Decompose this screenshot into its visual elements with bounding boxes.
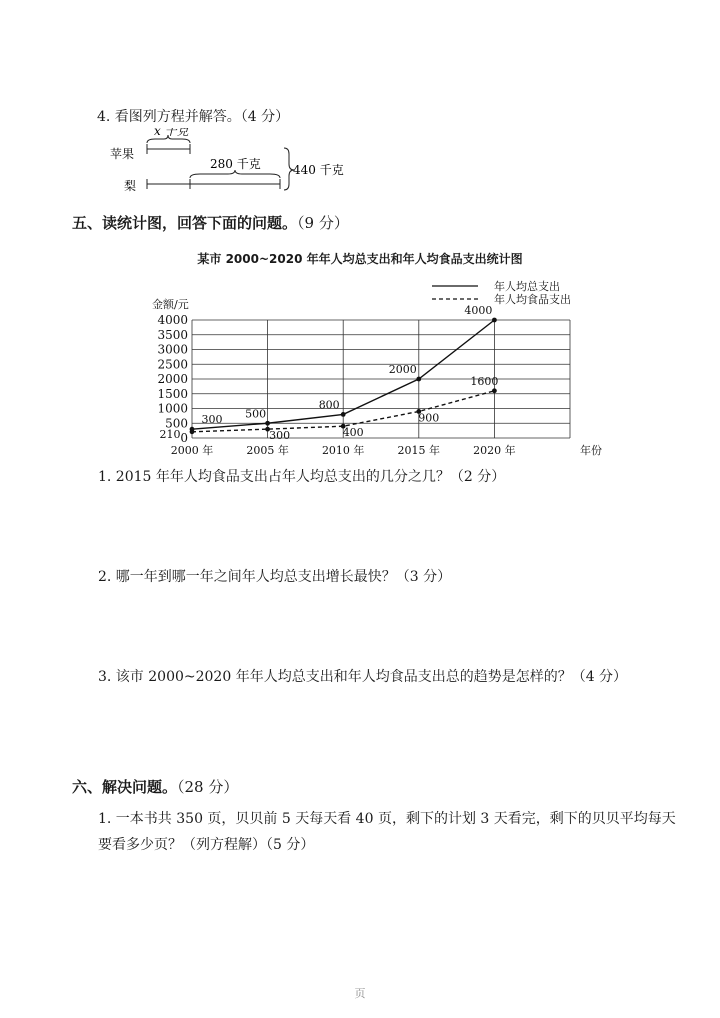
legend-label: 年人均总支出 <box>494 280 560 293</box>
x-tick-label: 2005 年 <box>246 444 289 457</box>
x-tick-label: 2010 年 <box>321 444 365 457</box>
legend-label: 年人均食品支出 <box>494 293 571 306</box>
data-label: 900 <box>418 411 440 425</box>
y-tick-label: 1500 <box>157 386 188 401</box>
line-segment-diagram <box>110 128 370 198</box>
x-kg-label: x 千克 <box>154 128 189 138</box>
x-tick-label: 2020 年 <box>473 444 516 457</box>
data-point <box>341 412 346 417</box>
section-6-heading <box>72 776 238 797</box>
line-chart <box>150 270 610 464</box>
data-label: 4000 <box>464 304 493 317</box>
y-axis-label: 金额/元 <box>152 298 189 311</box>
page-footer: 页 <box>354 987 366 1000</box>
x-tick-label: 2000 年 <box>170 444 214 457</box>
data-label: 1600 <box>470 374 499 388</box>
data-point <box>492 388 497 393</box>
total-440-label: 440 千克 <box>293 163 344 177</box>
data-point <box>190 429 195 434</box>
data-label: 400 <box>342 426 364 440</box>
y-tick-label: 0 <box>180 431 188 445</box>
question-5-3: 3. 该市 2000~2020 年年人均总支出和年人均食品支出总的趋势是怎样的？（4 分） <box>98 669 628 685</box>
y-tick-label: 4000 <box>157 313 188 327</box>
section-6-points: （28 分） <box>177 778 239 796</box>
data-label: 210 <box>159 427 181 441</box>
section-5-heading-text: 五、读统计图，回答下面的问题。 <box>72 214 298 232</box>
chart-title: 某市 2000~2020 年年人均总支出和年人均食品支出统计图 <box>197 252 523 266</box>
section-5-points: （9 分） <box>297 214 349 232</box>
y-tick-label: 3500 <box>157 327 188 342</box>
apple-label: 苹果 <box>110 147 135 161</box>
data-point <box>492 318 497 323</box>
y-tick-label: 2000 <box>157 372 188 386</box>
data-label: 2000 <box>388 363 417 376</box>
y-tick-label: 500 <box>165 416 188 431</box>
question-5-1: 1. 2015 年年人均食品支出占年人均总支出的几分之几？（2 分） <box>98 469 506 485</box>
data-label: 300 <box>269 429 291 443</box>
diff-280-label: 280 千克 <box>210 157 261 171</box>
pear-label: 梨 <box>124 179 137 193</box>
x-axis-label: 年份 <box>580 444 602 457</box>
data-label: 300 <box>201 413 223 427</box>
question-5-2: 2. 哪一年到哪一年之间年人均总支出增长最快？（3 分） <box>98 569 452 585</box>
data-label: 800 <box>318 398 340 412</box>
data-point <box>416 377 421 382</box>
y-tick-label: 1000 <box>157 401 188 416</box>
data-label: 500 <box>245 407 267 421</box>
question-4-title: 4. 看图列方程并解答。（4 分） <box>97 109 290 125</box>
data-point <box>265 421 270 426</box>
x-tick-label: 2015 年 <box>397 444 441 457</box>
line-chart-svg <box>150 270 610 460</box>
problem-6-1: 1. 一本书共 350 页，贝贝前 5 天每天看 40 页，剩下的计划 3 天看完，剩下的贝贝平均每天要看多少页？（列方程解）（5 分） <box>98 811 676 853</box>
section-5-heading <box>72 212 349 233</box>
y-tick-label: 3000 <box>157 342 188 357</box>
section-6-heading-text: 六、解决问题。 <box>72 778 178 796</box>
y-tick-label: 2500 <box>157 357 188 372</box>
segment-diagram-svg <box>110 128 370 198</box>
